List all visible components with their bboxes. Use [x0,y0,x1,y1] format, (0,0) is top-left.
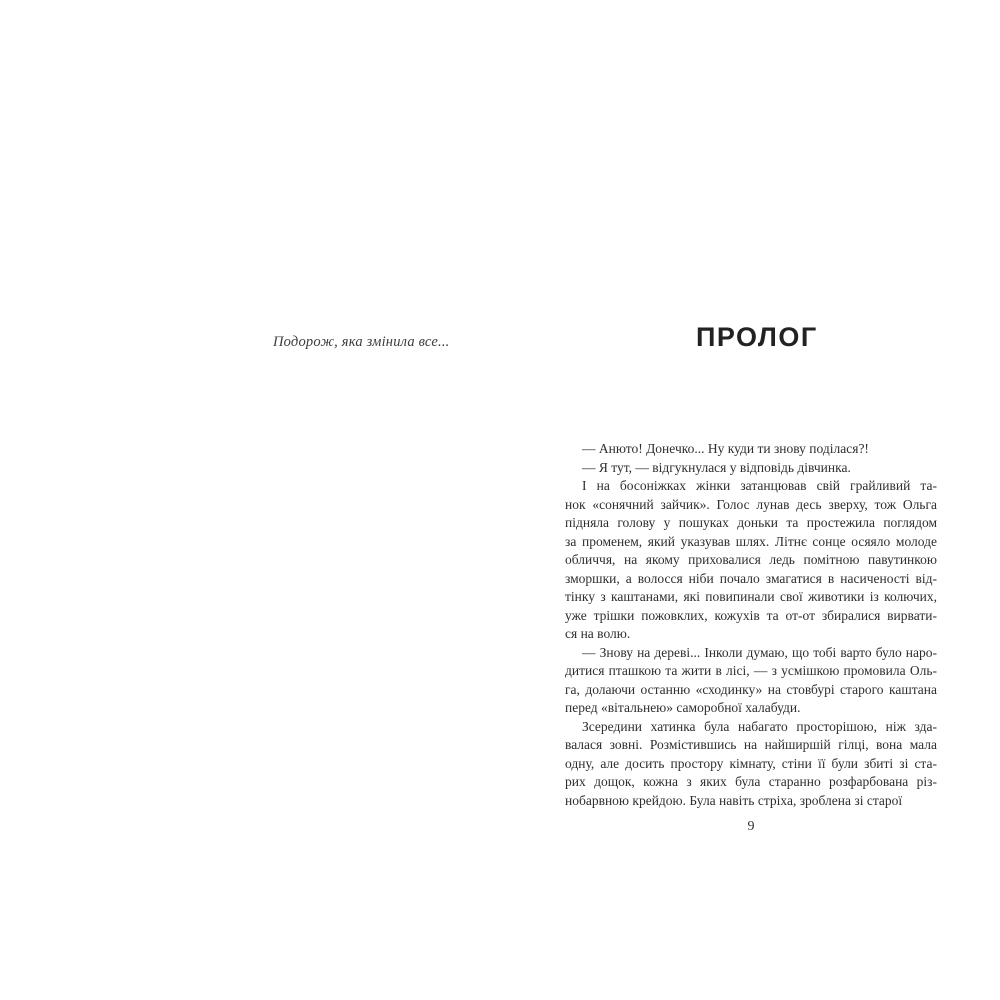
paragraph [565,459,937,478]
text-line: тінку з каштанами, які повипинали свої животики із колючих, [565,589,937,604]
paragraph [565,440,937,459]
text-line: І на босоніжках жінки затанцював свій грайливий та- [582,478,937,493]
text-line: перед «вітальнею» саморобної халабуди. [565,700,801,715]
epigraph-text: Подорож, яка змінила все... [273,334,450,350]
text-line: дитися пташкою та жити в лісі, — з усмішкою промовила Оль- [565,663,937,678]
text-line: — Анюто! Донечко... Ну куди ти знову поділася?! [582,441,869,456]
chapter-heading: ПРОЛОГ [696,322,818,352]
page-number: 9 [747,819,755,834]
text-line: — Я тут, — відгукнулася у відповідь дівчинка. [582,459,851,475]
paragraph [565,718,937,811]
text-line: Зсередини хатинка була набагато просторішою, ніж зда- [582,718,937,734]
paragraph [565,644,937,718]
text-line: ся на волю. [565,626,631,641]
text-line: уже трішки пожовклих, кожухів та от-от збиралися вирвати- [565,607,937,623]
text-line: рих дощок, кожна з яких була старанно розфарбована різ- [565,774,937,789]
body-text [565,440,937,810]
paragraph [565,477,937,644]
text-line: валася зовні. Розмістившись на найширшій гілці, вона мала [565,737,937,752]
text-line: обличчя, на якому приховалися ледь помітною павутинкою [565,552,937,567]
text-line: га, долаючи останню «сходинку» на стовбурі старого каштана [565,681,937,697]
text-line: за променем, який указував шлях. Літнє сонце осяяло молоде [565,533,937,549]
text-line: одну, але досить простору кімнату, стіни її були збиті зі ста- [565,755,937,771]
text-line: нобарвною крейдою. Була навіть стріха, зроблена зі старої [565,792,903,808]
text-line: — Знову на дереві... Інколи думаю, що тобі варто було наро- [582,644,937,660]
text-line: нок «сонячний зайчик». Голос лунав десь зверху, тож Ольга [565,496,937,512]
text-line: підняла голову у пошуках доньки та простежила поглядом [565,515,937,530]
text-line: зморшки, а волосся ніби почало змагатися в насиченості від- [565,570,937,586]
